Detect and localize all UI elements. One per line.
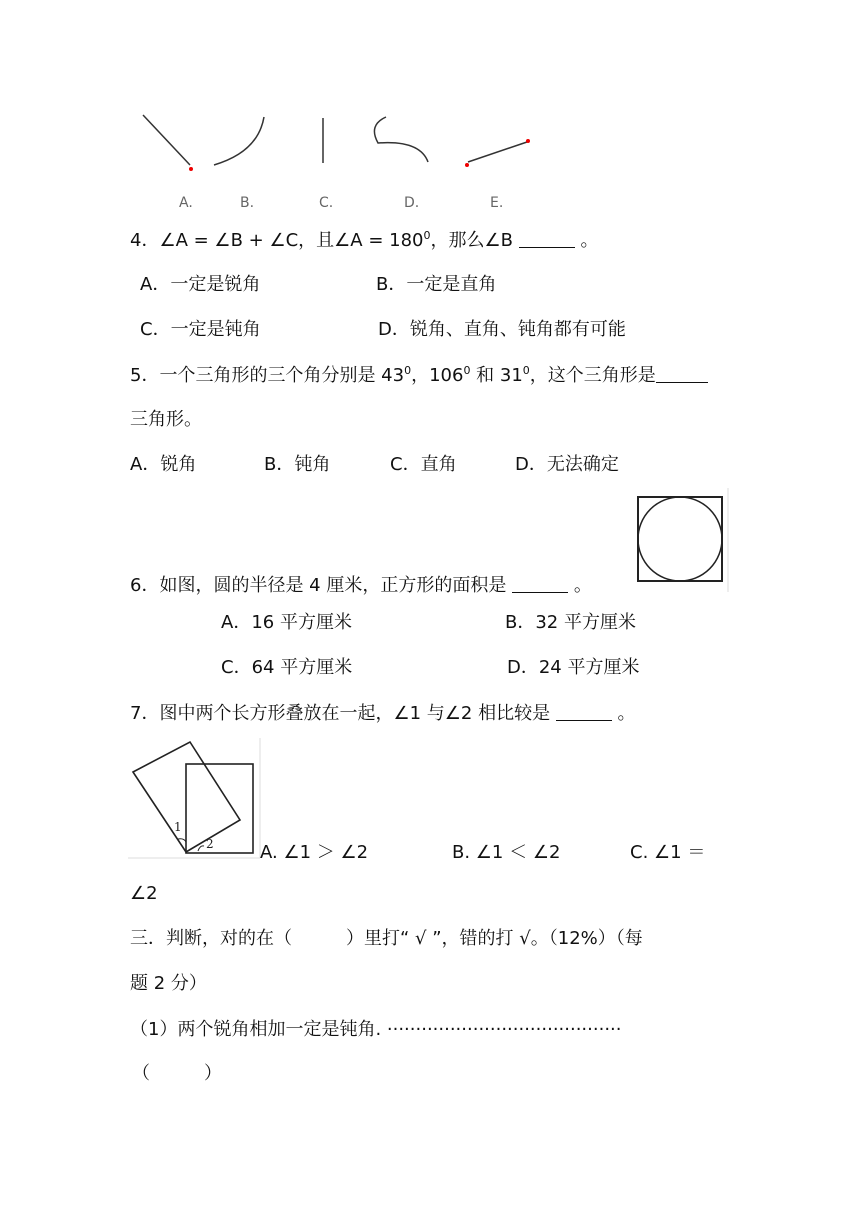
- q5-stem-c: 和 31: [470, 365, 523, 386]
- upright-rectangle: [186, 764, 253, 853]
- q4-stem-part1: 4．∠A = ∠B + ∠C，且∠A = 180: [130, 230, 424, 251]
- q4-option-d[interactable]: D．锐角、直角、钝角都有可能: [378, 319, 626, 340]
- label-e: E.: [490, 195, 504, 211]
- q7-stem-text: 7．图中两个长方形叠放在一起，∠1 与∠2 相比较是: [130, 703, 551, 724]
- q5-option-c[interactable]: C．直角: [390, 454, 457, 475]
- q4-stem-part2: ，那么∠B: [430, 230, 513, 251]
- q7-option-c[interactable]: C. ∠1 ＝: [630, 842, 706, 863]
- q7-figure: [128, 738, 268, 863]
- q5-sup-1: 0: [404, 364, 412, 377]
- q6-option-c[interactable]: C．64 平方厘米: [221, 657, 353, 678]
- q4-option-b[interactable]: B．一定是直角: [376, 274, 497, 295]
- section3-item1-answer-paren[interactable]: （ ）: [132, 1063, 222, 1084]
- line-a: [143, 115, 190, 165]
- q6-option-a[interactable]: A．16 平方厘米: [221, 612, 352, 633]
- q4-option-c[interactable]: C．一定是钝角: [140, 319, 261, 340]
- q6-option-b[interactable]: B．32 平方厘米: [505, 612, 636, 633]
- q6-figure: [632, 488, 732, 598]
- curve-d: [374, 117, 428, 162]
- ray-e: [468, 142, 527, 162]
- q7-stem: [130, 702, 636, 726]
- circle-shape: [638, 497, 722, 581]
- q6-stem: [130, 574, 592, 598]
- section3-item1: （1）两个锐角相加一定是钝角. ·········································: [130, 1019, 622, 1040]
- q7-option-a[interactable]: A. ∠1 ＞ ∠2: [260, 842, 369, 863]
- q4-answer-blank[interactable]: [519, 229, 575, 248]
- q7-option-b[interactable]: B. ∠1 ＜ ∠2: [452, 842, 561, 863]
- q6-answer-blank[interactable]: [512, 574, 568, 593]
- q5-option-d[interactable]: D．无法确定: [515, 454, 619, 475]
- q6-stem-end: 。: [573, 575, 592, 596]
- point-e-start: [465, 163, 469, 167]
- q5-option-a[interactable]: A．锐角: [130, 454, 197, 475]
- label-c: C.: [319, 195, 334, 211]
- curve-b: [214, 117, 264, 165]
- q5-stem-a: 5．一个三角形的三个角分别是 43: [130, 365, 405, 386]
- point-e-end: [526, 139, 530, 143]
- label-d: D.: [404, 195, 420, 211]
- q5-stem-d: ，这个三角形是: [529, 365, 656, 386]
- q7-answer-blank[interactable]: [556, 702, 612, 721]
- q5-sup-3: 0: [522, 364, 530, 377]
- label-b: B.: [240, 195, 255, 211]
- section3-heading-line1: 三．判断，对的在（ ）里打“ √ ”，错的打 √。（12%）（每: [130, 928, 643, 949]
- q5-sup-2: 0: [463, 364, 471, 377]
- angle-2-arc: [198, 846, 204, 851]
- point-a: [189, 167, 193, 171]
- q4-option-a[interactable]: A．一定是锐角: [140, 274, 261, 295]
- q5-stem-line2: 三角形。: [130, 409, 202, 430]
- q4-stem: [130, 229, 598, 253]
- q7-stem-end: 。: [617, 703, 636, 724]
- q5-option-b[interactable]: B．钝角: [264, 454, 331, 475]
- q4-stem-end: 。: [580, 230, 599, 251]
- q5-stem: [130, 364, 708, 388]
- label-a: A.: [179, 195, 193, 211]
- q7-option-c-wrap: ∠2: [130, 883, 158, 904]
- angle-2-label: 2: [206, 837, 214, 851]
- section3-heading-line2: 题 2 分）: [130, 973, 207, 994]
- q6-option-d[interactable]: D．24 平方厘米: [507, 657, 640, 678]
- q5-stem-b: ，106: [411, 365, 464, 386]
- q5-answer-blank[interactable]: [656, 364, 708, 383]
- q6-stem-text: 6．如图，圆的半径是 4 厘米，正方形的面积是: [130, 575, 507, 596]
- q3-figure: [0, 0, 860, 220]
- angle-1-label: 1: [174, 820, 182, 834]
- q4-degree-sup: 0: [423, 229, 431, 242]
